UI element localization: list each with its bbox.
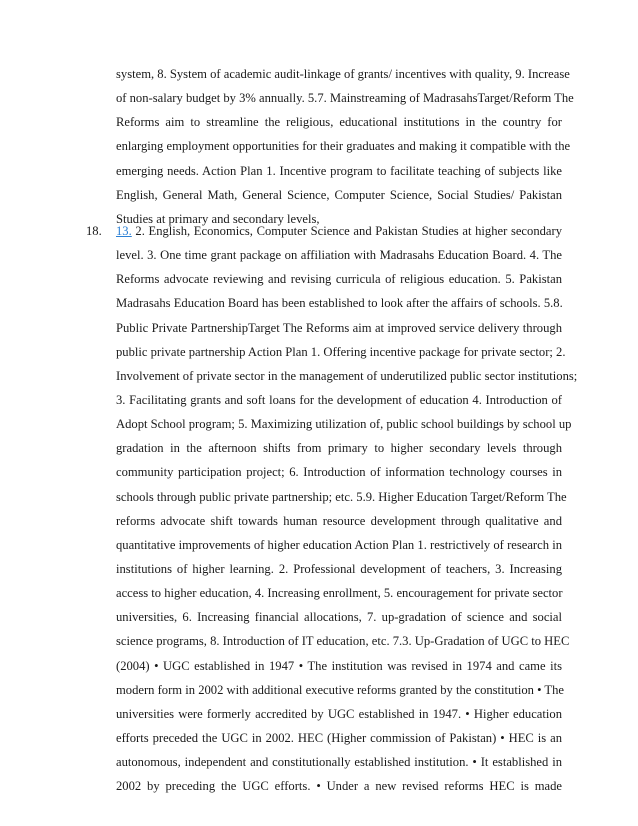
text-line: quantitative improvements of higher education Action Plan 1. restrictively of research in	[116, 537, 562, 552]
text-line: emerging needs. Action Plan 1. Incentive program to facilitate teaching of subjects like	[116, 163, 562, 178]
text-line: Reforms aim to streamline the religious, educational institutions in the country for	[116, 115, 562, 130]
text-line-with-link	[116, 219, 562, 243]
list-item-paragraph	[116, 219, 578, 798]
text-line: community participation project; 6. Introduction of information technology courses in	[116, 465, 562, 480]
text-fragment: 2. English, Economics, Computer Science and Pakistan Studies at higher secondary	[131, 224, 562, 238]
text-line: level. 3. One time grant package on affiliation with Madrasahs Education Board. 4. The	[116, 248, 562, 263]
text-line: modern form in 2002 with additional executive reforms granted by the constitution • The	[116, 682, 565, 697]
text-line: universities, 6. Increasing financial allocations, 7. up-gradation of science and social	[116, 610, 562, 625]
text-line: English, General Math, General Science, Computer Science, Social Studies/ Pakistan	[116, 187, 562, 202]
list-item-number: 18.	[86, 224, 102, 238]
text-line: Adopt School program; 5. Maximizing utilization of, public school buildings by school up	[116, 417, 572, 432]
intro-paragraph	[116, 62, 574, 231]
reference-link[interactable]: 13.	[116, 224, 132, 238]
text-line: Involvement of private sector in the management of underutilized public sector institutions;	[116, 368, 578, 383]
text-line: autonomous, independent and constitutionally established institution. • It established in	[116, 755, 562, 770]
text-line: 3. Facilitating grants and soft loans for the development of education 4. Introduction of	[116, 392, 562, 407]
text-line: gradation in the afternoon shifts from primary to higher secondary levels through	[116, 441, 562, 456]
text-line: 2002 by preceding the UGC efforts. • Under a new revised reforms HEC is made	[116, 779, 562, 794]
text-line: science programs, 8. Introduction of IT education, etc. 7.3. Up-Gradation of UGC to HEC	[116, 634, 570, 649]
text-line: universities were formerly accredited by UGC established in 1947. • Higher education	[116, 706, 562, 721]
text-line: Public Private PartnershipTarget The Reforms aim at improved service delivery through	[116, 320, 562, 335]
text-line: Reforms advocate reviewing and revising curricula of religious education. 5. Pakistan	[116, 272, 562, 287]
text-line: schools through public private partnership; etc. 5.9. Higher Education Target/Reform The	[116, 489, 567, 504]
text-line: efforts preceded the UGC in 2002. HEC (Higher commission of Pakistan) • HEC is an	[116, 730, 562, 745]
text-line: reforms advocate shift towards human resource development through qualitative and	[116, 513, 562, 528]
text-line: Madrasahs Education Board has been established to look after the affairs of schools. 5.8.	[116, 296, 563, 311]
text-line: institutions of higher learning. 2. Professional development of teachers, 3. Increasing	[116, 561, 562, 576]
text-line: enlarging employment opportunities for their graduates and making it compatible with the	[116, 139, 571, 154]
text-line: of non-salary budget by 3% annually. 5.7. Mainstreaming of MadrasahsTarget/Reform The	[116, 91, 574, 106]
text-line: access to higher education, 4. Increasing enrollment, 5. encouragement for private sector	[116, 586, 563, 601]
text-line: system, 8. System of academic audit-linkage of grants/ incentives with quality, 9. Increase	[116, 67, 570, 81]
text-line: public private partnership Action Plan 1. Offering incentive package for private sector; 2.	[116, 344, 566, 359]
text-line: Studies at primary and secondary levels,	[116, 211, 320, 226]
text-line: (2004) • UGC established in 1947 • The institution was revised in 1974 and came its	[116, 658, 562, 673]
